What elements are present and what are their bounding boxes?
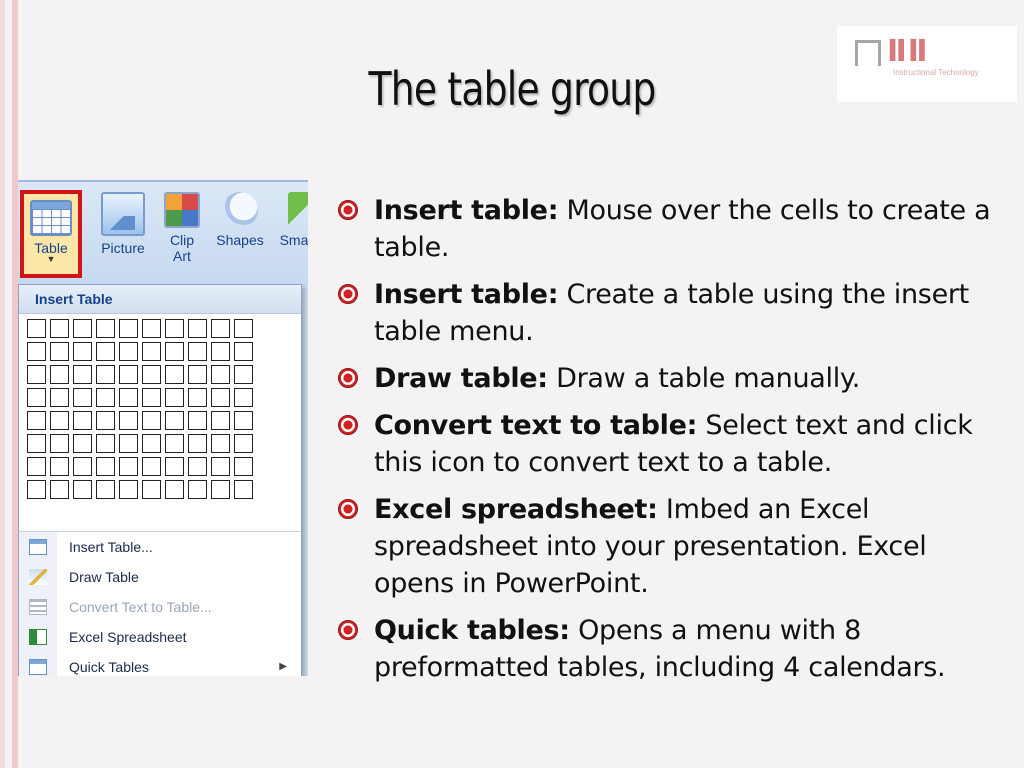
grid-cell[interactable] [211,342,230,361]
grid-cell[interactable] [96,319,115,338]
grid-cell[interactable] [96,457,115,476]
bullet-item [338,407,998,481]
ribbon-tables-group [18,180,308,286]
grid-cell[interactable] [119,365,138,384]
pencil-icon [29,569,47,585]
grid-cell[interactable] [142,365,161,384]
menu-item-insert-table[interactable] [19,532,301,562]
clip-art-button[interactable] [162,192,202,264]
menu-item-convert-text-to-table[interactable] [19,592,301,622]
grid-cell[interactable] [73,388,92,407]
grid-cell[interactable] [27,411,46,430]
grid-cell[interactable] [27,319,46,338]
grid-cell[interactable] [50,411,69,430]
menu-item-label: Quick Tables [69,659,149,675]
grid-cell[interactable] [142,434,161,453]
bullet-text: Select text and click this icon to convert text to a table. [374,410,973,478]
clip-art-icon [164,192,200,228]
bullet-item [338,360,998,397]
grid-cell[interactable] [119,480,138,499]
grid-cell[interactable] [234,319,253,338]
convert-icon [29,599,47,615]
chevron-right-icon: ▶ [279,661,287,672]
bullet-icon [338,620,358,640]
grid-cell[interactable] [188,434,207,453]
bullet-text: Draw a table manually. [547,363,861,394]
grid-cell[interactable] [119,457,138,476]
grid-cell[interactable] [73,411,92,430]
grid-cell[interactable] [50,388,69,407]
grid-cell[interactable] [234,388,253,407]
grid-cell[interactable] [142,457,161,476]
grid-cell[interactable] [96,480,115,499]
bullet-term: Convert text to table: [374,410,698,441]
grid-cell[interactable] [165,388,184,407]
grid-cell[interactable] [211,365,230,384]
grid-cell[interactable] [165,319,184,338]
menu-item-label: Insert Table... [69,539,153,555]
menu-item-excel-spreadsheet[interactable] [19,622,301,652]
bullet-text: Opens a menu with 8 preformatted tables, including 4 calendars. [374,615,946,683]
table-size-grid[interactable] [27,319,295,503]
grid-row [27,319,295,338]
grid-cell[interactable] [211,319,230,338]
shapes-button-label: Shapes [216,232,264,248]
grid-cell[interactable] [188,342,207,361]
grid-row [27,480,295,499]
grid-cell[interactable] [73,365,92,384]
grid-cell[interactable] [165,434,184,453]
bullet-text: Create a table using the insert table menu. [374,279,969,347]
table-button-label: Table [34,240,68,256]
grid-cell[interactable] [188,457,207,476]
grid-cell[interactable] [188,319,207,338]
grid-cell[interactable] [119,319,138,338]
grid-cell[interactable] [211,388,230,407]
grid-cell[interactable] [188,480,207,499]
grid-row [27,365,295,384]
grid-cell[interactable] [165,411,184,430]
grid-cell[interactable] [73,480,92,499]
grid-row [27,388,295,407]
menu-item-label: Excel Spreadsheet [69,629,187,645]
grid-cell[interactable] [165,365,184,384]
slide-border-left [0,0,5,768]
grid-cell[interactable] [27,480,46,499]
grid-cell[interactable] [73,319,92,338]
menu-item-label: Convert Text to Table... [69,599,212,615]
grid-row [27,457,295,476]
grid-cell[interactable] [96,365,115,384]
grid-cell[interactable] [96,342,115,361]
grid-cell[interactable] [50,434,69,453]
grid-cell[interactable] [27,457,46,476]
dropdown-arrow-icon: ▼ [46,254,56,264]
picture-icon [101,192,145,236]
grid-cell[interactable] [234,457,253,476]
smartart-icon [288,192,308,228]
picture-button[interactable] [92,192,154,256]
smartart-button[interactable] [274,192,308,248]
dropdown-menu [19,531,301,676]
bullet-term: Draw table: [374,363,548,394]
grid-cell[interactable] [188,365,207,384]
grid-cell[interactable] [27,388,46,407]
grid-cell[interactable] [96,411,115,430]
bullet-icon [338,200,358,220]
table-icon [30,200,72,236]
grid-cell[interactable] [50,480,69,499]
grid-cell[interactable] [142,411,161,430]
grid-cell[interactable] [211,457,230,476]
logo-mark: ⅡⅡ [853,34,943,72]
shapes-button[interactable] [212,192,268,248]
bullet-list [338,192,998,696]
clip-art-label-line1: Clip [169,232,195,248]
dropdown-header: Insert Table [19,285,301,314]
logo-text: Instructional Technology [893,68,979,77]
grid-cell[interactable] [234,365,253,384]
table-button[interactable] [20,190,82,278]
grid-cell[interactable] [234,342,253,361]
slide-title: The table group [368,62,656,116]
bullet-item [338,612,998,686]
grid-row [27,342,295,361]
grid-cell[interactable] [119,388,138,407]
bullet-term: Quick tables: [374,615,570,646]
grid-cell[interactable] [119,434,138,453]
quick-tables-icon [29,659,47,675]
grid-cell[interactable] [96,388,115,407]
clip-art-label-line2: Art [173,248,191,264]
grid-cell[interactable] [142,342,161,361]
grid-cell[interactable] [165,342,184,361]
grid-cell[interactable] [27,434,46,453]
grid-cell[interactable] [142,388,161,407]
grid-cell[interactable] [211,480,230,499]
grid-cell[interactable] [27,342,46,361]
bullet-text: Mouse over the cells to create a table. [374,195,991,263]
grid-cell[interactable] [73,342,92,361]
table-icon [29,539,47,555]
ribbon-screenshot [18,180,308,676]
bullet-text: Imbed an Excel spreadsheet into your presentation. Excel opens in PowerPoint. [374,494,927,599]
menu-item-quick-tables[interactable] [19,652,301,676]
picture-button-label: Picture [101,240,145,256]
bullet-icon [338,499,358,519]
smartart-button-label: Sma [279,232,308,248]
excel-icon [29,629,47,645]
grid-cell[interactable] [234,480,253,499]
insert-table-dropdown [18,284,302,676]
grid-cell[interactable] [165,480,184,499]
menu-item-draw-table[interactable] [19,562,301,592]
grid-cell[interactable] [188,411,207,430]
grid-cell[interactable] [211,411,230,430]
grid-cell[interactable] [50,457,69,476]
bullet-item [338,491,998,602]
grid-cell[interactable] [73,457,92,476]
grid-row [27,411,295,430]
grid-row [27,434,295,453]
grid-cell[interactable] [165,457,184,476]
bullet-term: Insert table: [374,279,559,310]
grid-cell[interactable] [27,365,46,384]
grid-cell[interactable] [50,365,69,384]
grid-cell[interactable] [119,342,138,361]
bullet-item [338,192,998,266]
grid-cell[interactable] [119,411,138,430]
grid-cell[interactable] [234,434,253,453]
grid-cell[interactable] [142,480,161,499]
bullet-icon [338,284,358,304]
grid-cell[interactable] [50,319,69,338]
bullet-term: Excel spreadsheet: [374,494,658,525]
bullet-icon [338,415,358,435]
grid-cell[interactable] [188,388,207,407]
bullet-icon [338,368,358,388]
grid-cell[interactable] [73,434,92,453]
grid-cell[interactable] [211,434,230,453]
bullet-item [338,276,998,350]
grid-cell[interactable] [50,342,69,361]
grid-cell[interactable] [96,434,115,453]
grid-cell[interactable] [234,411,253,430]
shapes-icon [222,192,258,228]
grid-cell[interactable] [142,319,161,338]
menu-item-label: Draw Table [69,569,139,585]
bullet-term: Insert table: [374,195,559,226]
